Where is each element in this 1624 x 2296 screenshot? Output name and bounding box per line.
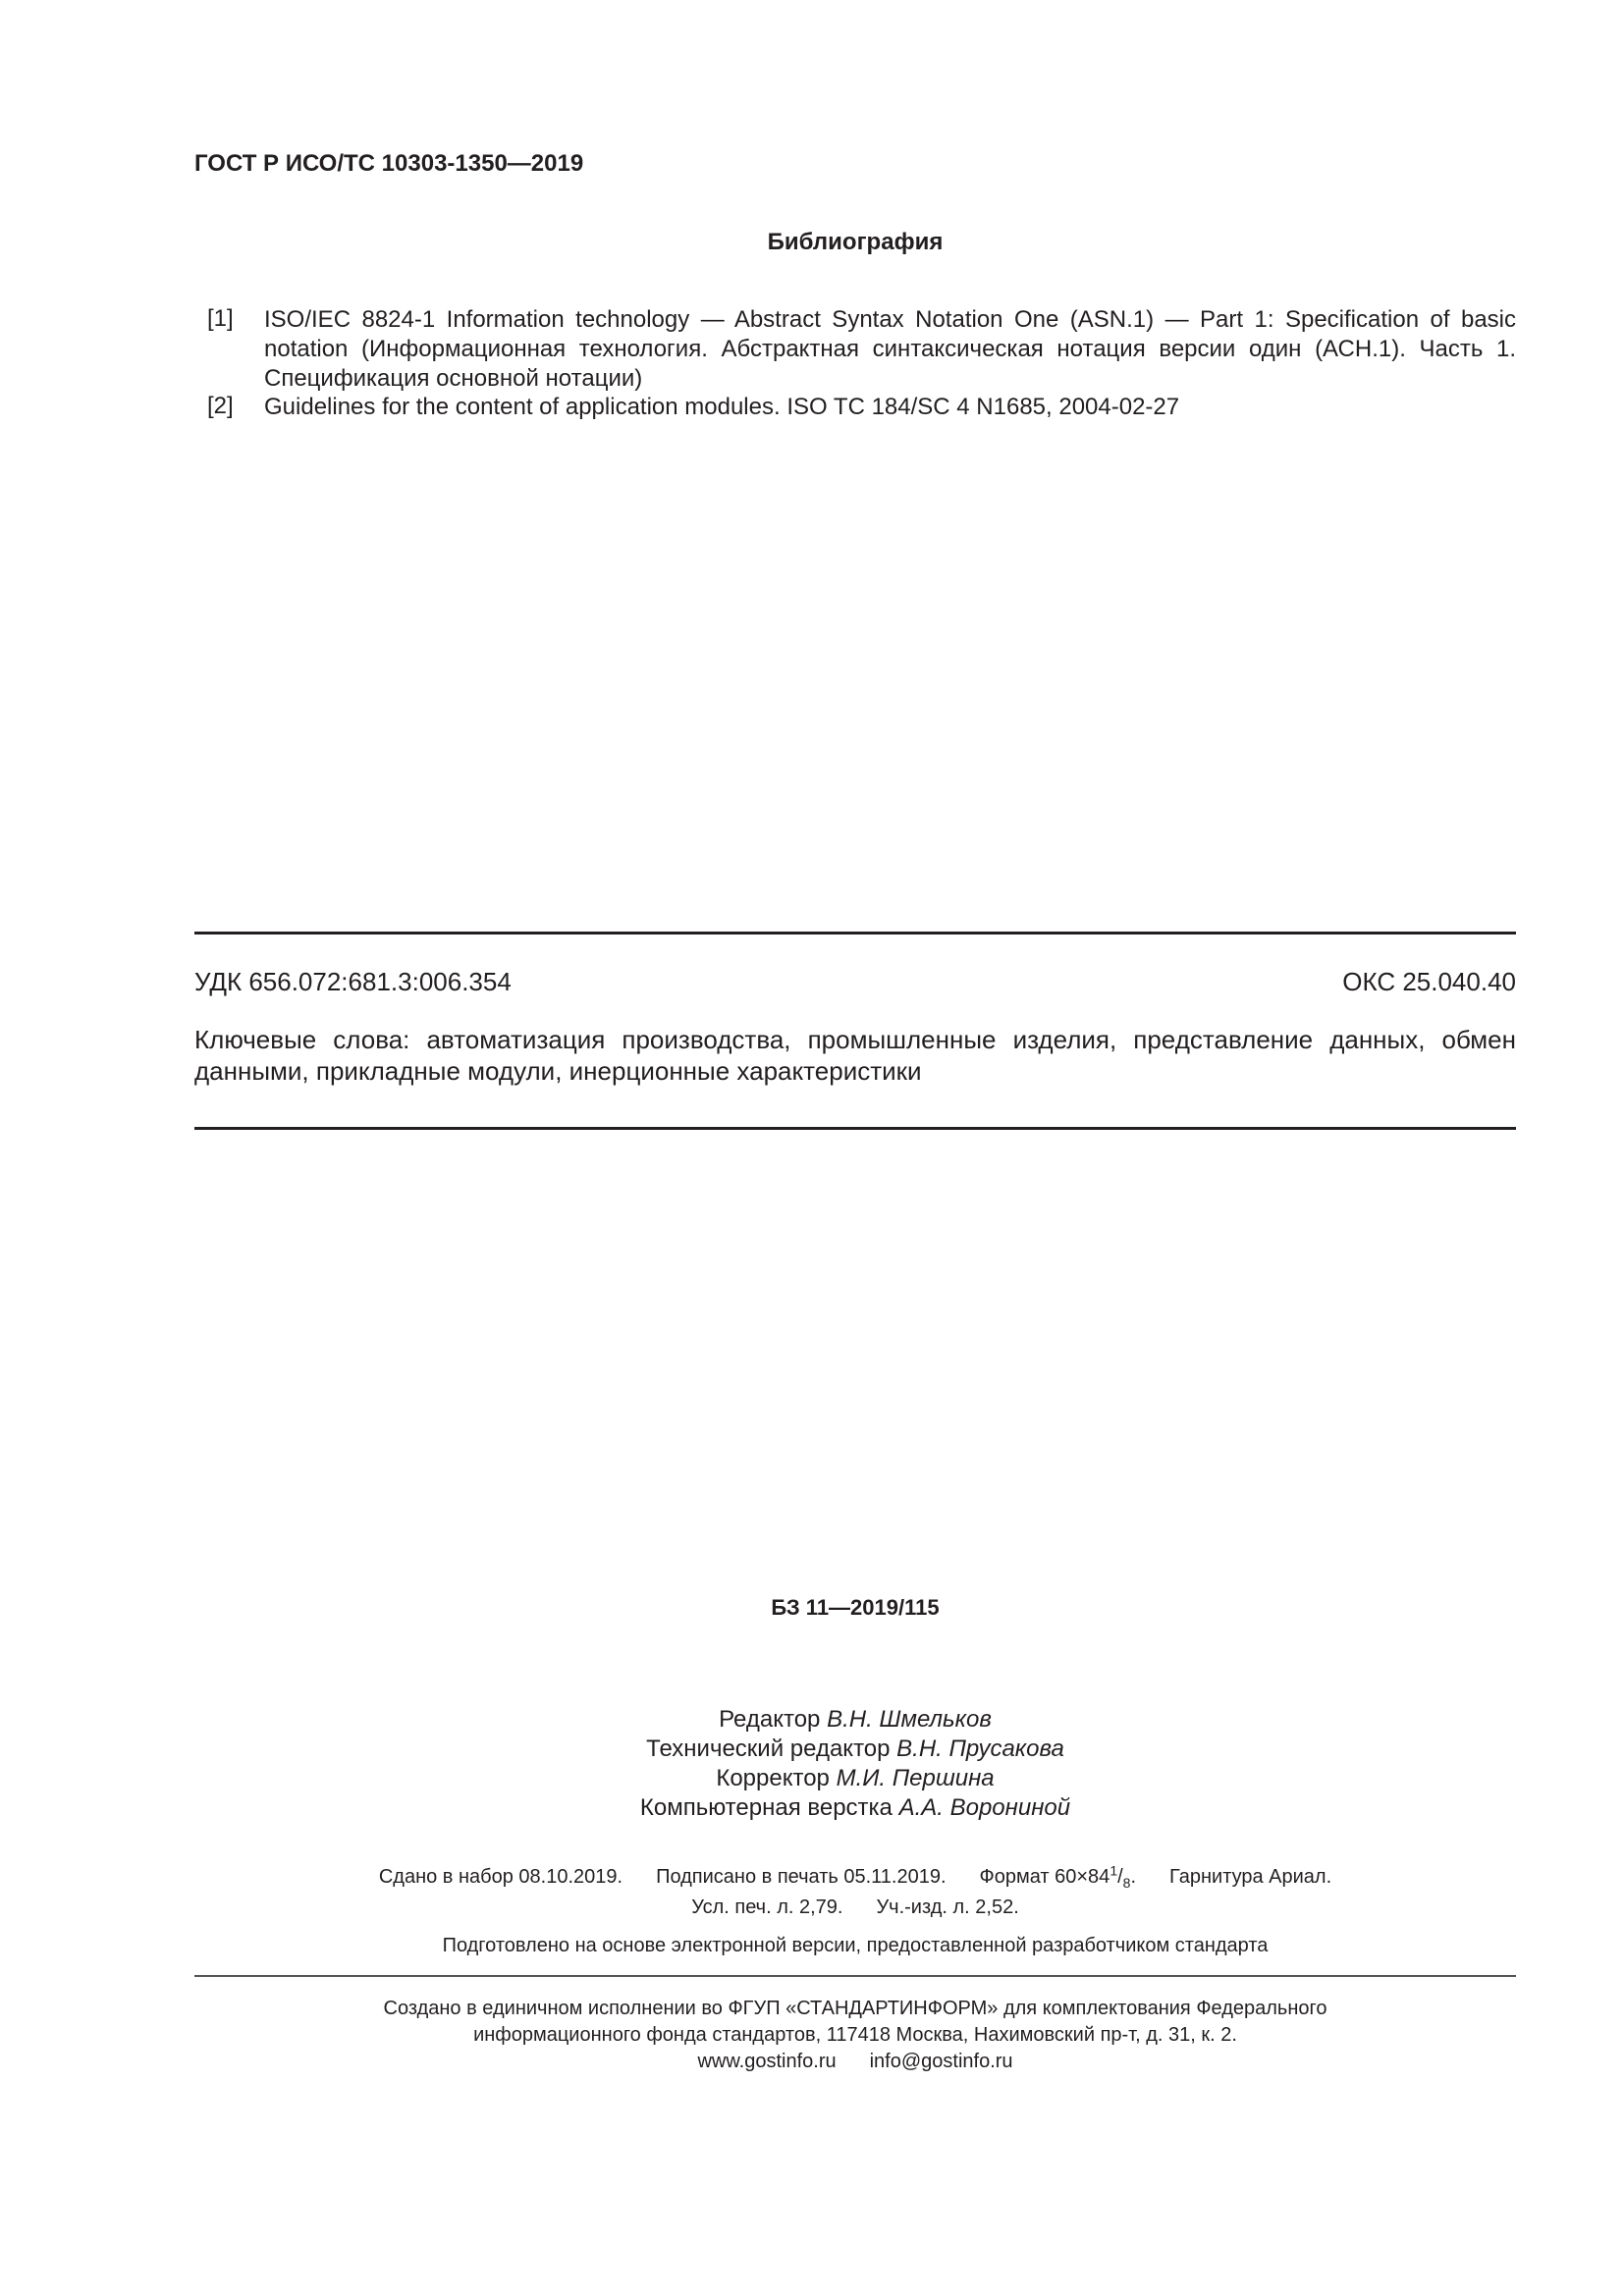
divider — [194, 1127, 1516, 1130]
print-sheets: Усл. печ. л. 2,79. — [691, 1896, 843, 1918]
staff-proofreader: Корректор М.И. Першина — [716, 1765, 995, 1791]
bz-number: БЗ 11—2019/115 — [771, 1595, 940, 1620]
bibliography-title: Библиография — [767, 229, 944, 255]
prepared-note: Подготовлено на основе электронной версии, предоставленной разработчиком стандарта — [442, 1935, 1269, 1956]
sheet-counts — [194, 1894, 1516, 1921]
staff-list — [194, 1705, 1516, 1823]
created-note-line1: Создано в единичном исполнении во ФГУП «СТАНДАРТИНФОРМ» для комплектования Федерального — [383, 1998, 1327, 2019]
signed-date: Подписано в печать 05.11.2019. — [656, 1866, 947, 1888]
publication-sheets: Уч.-изд. л. 2,52. — [876, 1896, 1019, 1918]
format: Формат $60\times 84^1/_8$. — [979, 1862, 1137, 1891]
created-note-line2: информационного фонда стандартов, 117418 Москва, Нахимовский пр-т, д. 31, к. 2. — [473, 2024, 1237, 2046]
print-details — [194, 1863, 1516, 1891]
email-link[interactable]: info@gostinfo.ru — [869, 2051, 1013, 2072]
website-link[interactable]: www.gostinfo.ru — [697, 2051, 837, 2072]
keywords: Ключевые слова: автоматизация производства, промышленные изделия, представление данных, обмен данными, прикладные модули, инерционные характеристики — [194, 1025, 1516, 1086]
staff-tech-editor: Технический редактор В.Н. Прусакова — [646, 1735, 1064, 1762]
udk-code: УДК 656.072:681.3:006.354 — [194, 967, 512, 996]
reference-text: Guidelines for the content of application modules. ISO TC 184/SC 4 N1685, 2004-02-27 — [264, 394, 1180, 420]
staff-editor: Редактор В.Н. Шмельков — [719, 1706, 992, 1733]
staff-layout: Компьютерная верстка А.А. Ворониной — [639, 1794, 1071, 1821]
reference-text: ISO/IEC 8824-1 Information technology — Abstract Syntax Notation One (ASN.1) — Part 1: Specification of basic notation (Информационная технология. Абстрактная синтаксическая нотация версии один (АСН.1). Часть 1. Спецификация основной нотации) — [264, 306, 1516, 392]
divider — [194, 932, 1516, 934]
oks-code: ОКС 25.040.40 — [1342, 967, 1516, 996]
typeface: Гарнитура Ариал. — [1169, 1866, 1332, 1888]
contacts — [194, 2048, 1516, 2075]
reference-number: [1] — [207, 305, 234, 332]
reference-number: [2] — [207, 393, 234, 419]
document-code: ГОСТ Р ИСО/ТС 10303-1350—2019 — [194, 150, 584, 177]
divider — [194, 1975, 1516, 1977]
submitted-date: Сдано в набор 08.10.2019. — [378, 1866, 623, 1888]
